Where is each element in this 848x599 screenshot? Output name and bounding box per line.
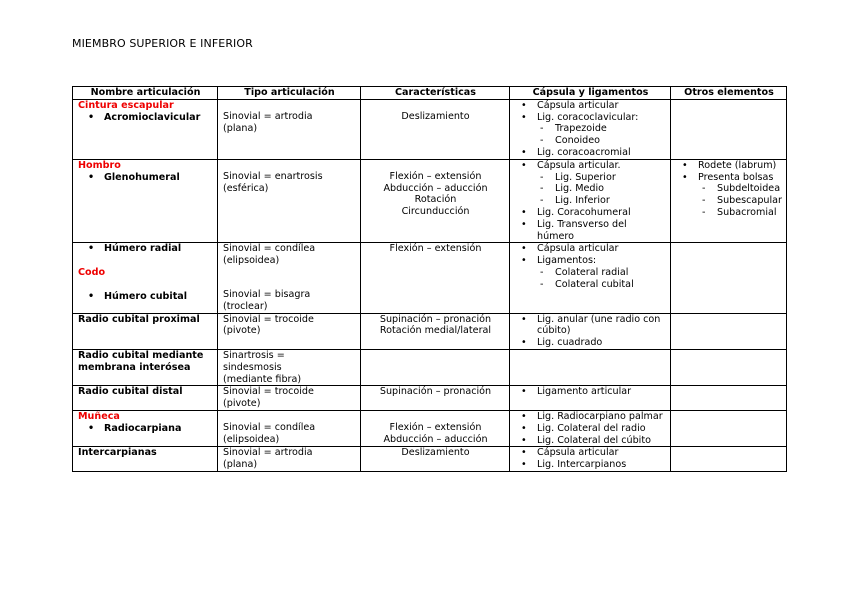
list-item: • Lig. Radiocarpiano palmar [515, 411, 666, 423]
caracteristicas-cell [361, 313, 510, 349]
header-nombre: Nombre articulación [73, 87, 218, 100]
list-item: • Ligamentos: [515, 255, 666, 267]
header-tipo: Tipo articulación [218, 87, 361, 100]
list-item: • Cápsula articular [515, 100, 666, 112]
table-header-row [73, 87, 787, 100]
capsula-cell [510, 159, 671, 243]
joints-table [72, 86, 787, 472]
list-subitem: - Colateral radial [515, 267, 666, 279]
nombre-cell [73, 243, 218, 313]
list-item: • Cápsula articular [515, 243, 666, 255]
tipo-line: Sinovial = trocoide [223, 386, 314, 398]
list-subitem: - Lig. Superior [515, 172, 666, 184]
header-capsula: Cápsula y ligamentos [510, 87, 671, 100]
list-item: • Cápsula articular [515, 447, 666, 459]
caracteristicas-cell [361, 349, 510, 385]
capsula-cell [510, 447, 671, 472]
caract-line: Supinación – pronación [379, 313, 492, 325]
caract-line: Deslizamiento [401, 447, 470, 459]
tipo-line: sindesmosis [223, 361, 282, 373]
group-label: Muñeca [78, 410, 120, 422]
header-caracteristicas: Características [361, 87, 510, 100]
caract-line: Flexión – extensión [389, 421, 482, 433]
table-row [73, 410, 787, 446]
capsula-cell [510, 349, 671, 385]
tipo-line: Sinovial = artrodia [223, 447, 313, 459]
table-row [73, 313, 787, 349]
otros-cell [671, 386, 787, 411]
tipo-line: Sinovial = trocoide [223, 313, 314, 325]
tipo-cell [218, 386, 361, 411]
caract-line: Rotación medial/lateral [379, 325, 492, 337]
list-item: • Rodete (labrum) [676, 160, 782, 172]
list-subitem: - Conoideo [515, 135, 666, 147]
tipo-cell [218, 159, 361, 243]
tipo-cell [218, 410, 361, 446]
list-item: • Lig. coracoacromial [515, 147, 666, 159]
caract-line: Deslizamiento [401, 110, 470, 122]
table-row [73, 447, 787, 472]
joint-name: • Glenohumeral [78, 172, 213, 184]
tipo-line: (plana) [223, 459, 258, 471]
table-row [73, 159, 787, 243]
tipo-line: (mediante fibra) [223, 373, 302, 385]
joint-name: • Húmero radial [78, 243, 213, 255]
tipo-line: Sinartrosis = [223, 349, 285, 361]
table-row [73, 99, 787, 159]
list-subitem: - Subescapular [676, 195, 782, 207]
list-subitem: - Lig. Medio [515, 183, 666, 195]
caracteristicas-cell [361, 447, 510, 472]
nombre-cell [73, 99, 218, 159]
table-row [73, 243, 787, 313]
list-item: • Lig. Colateral del radio [515, 423, 666, 435]
tipo-line: (plana) [223, 122, 258, 134]
tipo-line: Sinovial = bisagra [223, 288, 311, 300]
list-item: • Lig. Coracohumeral [515, 207, 666, 219]
caract-line: Flexión – extensión [389, 243, 482, 255]
otros-cell [671, 243, 787, 313]
tipo-line: (pivote) [223, 325, 261, 337]
joint-name: • Húmero cubital [78, 291, 213, 303]
tipo-cell [218, 313, 361, 349]
list-item: • Lig. anular (une radio con cúbito) [515, 314, 666, 338]
capsula-cell [510, 386, 671, 411]
group-label: Hombro [78, 159, 121, 171]
list-item: • Lig. Transverso del húmero [515, 219, 666, 243]
tipo-line: (esférica) [223, 182, 269, 194]
tipo-cell [218, 99, 361, 159]
caract-line: Flexión – extensión [389, 170, 482, 182]
tipo-line: (elipsoidea) [223, 255, 280, 267]
tipo-line: Sinovial = enartrosis [223, 170, 323, 182]
otros-cell [671, 447, 787, 472]
list-item: • Lig. Intercarpianos [515, 459, 666, 471]
list-subitem: - Subdeltoidea [676, 183, 782, 195]
capsula-cell [510, 243, 671, 313]
capsula-cell [510, 313, 671, 349]
table-row [73, 349, 787, 385]
otros-cell [671, 410, 787, 446]
tipo-cell [218, 447, 361, 472]
list-subitem: - Lig. Inferior [515, 195, 666, 207]
list-subitem: - Trapezoide [515, 123, 666, 135]
list-subitem: - Subacromial [676, 207, 782, 219]
tipo-cell [218, 349, 361, 385]
caracteristicas-cell [361, 410, 510, 446]
caract-line: Rotación [414, 194, 457, 206]
group-label: Codo [78, 267, 106, 279]
list-item: • Cápsula articular. [515, 160, 666, 172]
caracteristicas-cell [361, 386, 510, 411]
caracteristicas-cell [361, 99, 510, 159]
caract-line: Supinación – pronación [379, 386, 492, 398]
otros-cell [671, 159, 787, 243]
table-row [73, 386, 787, 411]
nombre-cell [73, 410, 218, 446]
capsula-cell [510, 99, 671, 159]
tipo-line: (pivote) [223, 398, 261, 410]
caract-line: Abducción – aducción [383, 182, 488, 194]
nombre-cell: Radio cubital proximal [73, 313, 218, 349]
list-item: • Ligamento articular [515, 386, 666, 398]
tipo-line: Sinovial = condílea [223, 243, 316, 255]
list-item: • Lig. coracoclavicular: [515, 112, 666, 124]
tipo-line: Sinovial = condílea [223, 421, 316, 433]
list-item: • Presenta bolsas [676, 172, 782, 184]
list-item: • Lig. Colateral del cúbito [515, 435, 666, 447]
joint-name: • Acromioclavicular [78, 112, 213, 124]
list-item: • Lig. cuadrado [515, 337, 666, 349]
caracteristicas-cell [361, 243, 510, 313]
nombre-cell: Intercarpianas [73, 447, 218, 472]
joint-name: • Radiocarpiana [78, 423, 213, 435]
capsula-cell [510, 410, 671, 446]
nombre-cell: Radio cubital distal [73, 386, 218, 411]
tipo-cell [218, 243, 361, 313]
caract-line: Abducción – aducción [383, 433, 488, 445]
otros-cell [671, 349, 787, 385]
nombre-cell [73, 159, 218, 243]
tipo-line: Sinovial = artrodia [223, 110, 313, 122]
group-label: Cintura escapular [78, 99, 174, 111]
tipo-line: (troclear) [223, 300, 268, 312]
list-subitem: - Colateral cubital [515, 279, 666, 291]
otros-cell [671, 313, 787, 349]
page-title: MIEMBRO SUPERIOR E INFERIOR [72, 37, 253, 50]
otros-cell [671, 99, 787, 159]
header-otros: Otros elementos [671, 87, 787, 100]
tipo-line: (elipsoidea) [223, 433, 280, 445]
caracteristicas-cell [361, 159, 510, 243]
nombre-cell: Radio cubital mediante membrana interósea [73, 349, 218, 385]
caract-line: Circunducción [401, 206, 470, 218]
